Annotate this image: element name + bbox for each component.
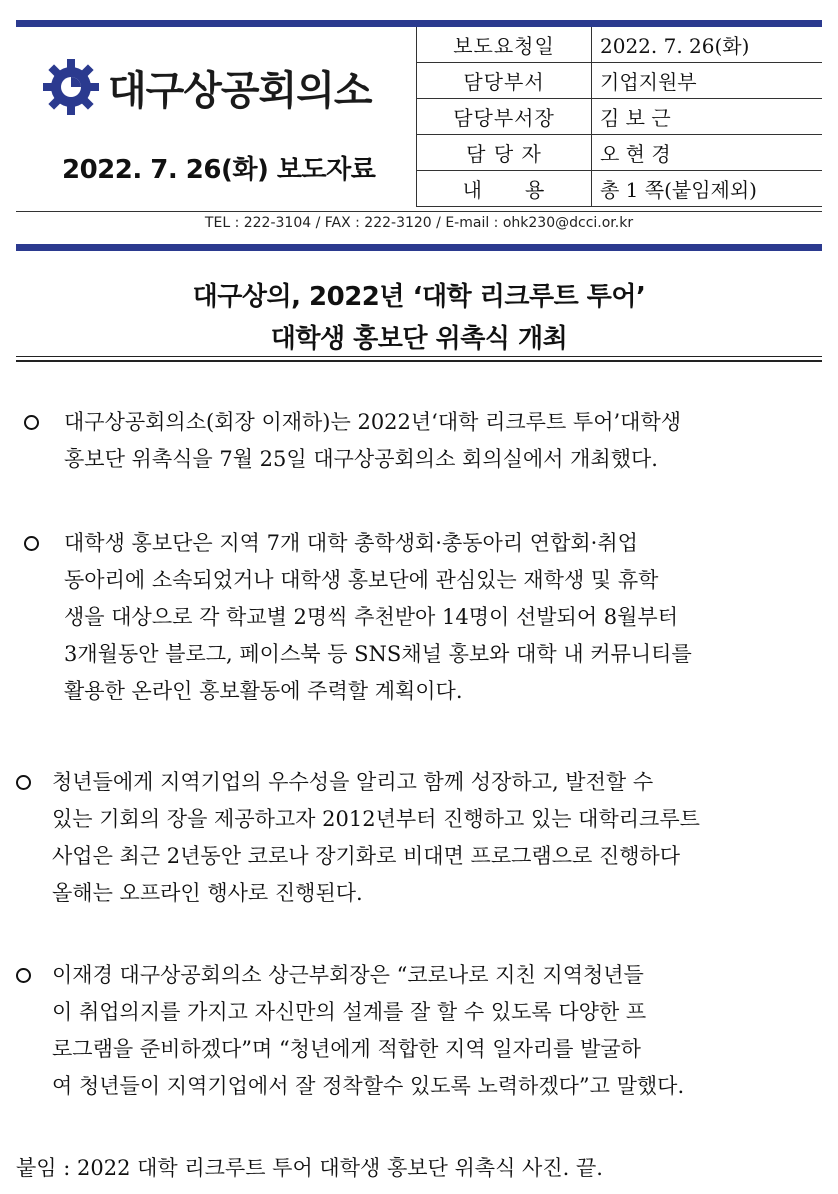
chamber-logo bbox=[40, 57, 371, 117]
paragraph-line: 로그램을 준비하겠다”며 “청년에게 적합한 지역 일자리를 발굴하 bbox=[52, 1037, 641, 1061]
title-underline bbox=[16, 356, 822, 357]
info-row bbox=[417, 27, 823, 63]
logo-text: 대구상공회의소 bbox=[108, 67, 372, 114]
paragraph-line: 사업은 최근 2년동안 코로나 장기화로 비대면 프로그램으로 진행하다 bbox=[52, 844, 681, 868]
paragraph-line: 3개월동안 블로그, 페이스북 등 SNS채널 홍보와 대학 내 커뮤니티를 bbox=[64, 642, 692, 666]
middle-blue-bar bbox=[16, 244, 822, 251]
info-row bbox=[417, 171, 823, 207]
info-key: 내 용 bbox=[417, 171, 592, 207]
paragraph-line: 이 취업의지를 가지고 자신만의 설계를 잘 할 수 있도록 다양한 프 bbox=[52, 1000, 647, 1024]
header-divider bbox=[16, 211, 822, 212]
info-key: 보도요청일 bbox=[417, 27, 592, 63]
info-key: 담 당 자 bbox=[417, 135, 592, 171]
info-value: 기업지원부 bbox=[592, 63, 823, 99]
info-row bbox=[417, 135, 823, 171]
info-value: 총 1 쪽(붙임제외) bbox=[592, 171, 823, 207]
paragraph-line: 청년들에게 지역기업의 우수성을 알리고 함께 성장하고, 발전할 수 bbox=[52, 770, 654, 794]
contact-info: TEL : 222-3104 / FAX : 222-3120 / E-mail : ohk230@dcci.or.kr bbox=[204, 215, 634, 231]
title-underline-thick bbox=[16, 360, 822, 362]
paragraph-line: 대구상공회의소(회장 이재하)는 2022년‘대학 리크루트 투어’대학생 bbox=[64, 410, 682, 434]
info-row bbox=[417, 99, 823, 135]
info-key: 담당부서 bbox=[417, 63, 592, 99]
paragraph-line: 생을 대상으로 각 학교별 2명씩 추천받아 14명이 선발되어 8월부터 bbox=[64, 605, 678, 629]
circle-bullet-icon bbox=[24, 536, 39, 551]
info-table bbox=[416, 27, 822, 207]
info-value: 오 현 경 bbox=[592, 135, 823, 171]
paragraph-line: 여 청년들이 지역기업에서 잘 정착할수 있도록 노력하겠다”고 말했다. bbox=[52, 1074, 685, 1098]
top-blue-bar bbox=[16, 20, 822, 27]
document-header bbox=[16, 27, 822, 211]
paragraph-line: 이재경 대구상공회의소 상근부회장은 “코로나로 지친 지역청년들 bbox=[52, 963, 644, 987]
circle-bullet-icon bbox=[16, 775, 31, 790]
paragraph-line: 동아리에 소속되었거나 대학생 홍보단에 관심있는 재학생 및 휴학 bbox=[64, 568, 659, 592]
headline-line-1: 대구상의, 2022년 ‘대학 리크루트 투어’ bbox=[192, 282, 646, 312]
info-row bbox=[417, 63, 823, 99]
circle-bullet-icon bbox=[16, 968, 31, 983]
info-value: 김 보 근 bbox=[592, 99, 823, 135]
paragraph-line: 올해는 오프라인 행사로 진행된다. bbox=[52, 881, 363, 905]
release-title: 2022. 7. 26(화) 보도자료 bbox=[62, 155, 376, 185]
gear-logo-icon bbox=[40, 56, 102, 118]
paragraph-line: 대학생 홍보단은 지역 7개 대학 총학생회·총동아리 연합회·취업 bbox=[64, 531, 638, 555]
paragraph-line: 홍보단 위촉식을 7월 25일 대구상공회의소 회의실에서 개최했다. bbox=[64, 447, 658, 471]
info-value: 2022. 7. 26(화) bbox=[592, 27, 823, 63]
paragraph-line: 있는 기회의 장을 제공하고자 2012년부터 진행하고 있는 대학리크루트 bbox=[52, 807, 700, 831]
circle-bullet-icon bbox=[24, 415, 39, 430]
headline-line-2: 대학생 홍보단 위촉식 개최 bbox=[270, 324, 568, 354]
attachment-note: 붙임 : 2022 대학 리크루트 투어 대학생 홍보단 위촉식 사진. 끝. bbox=[16, 1156, 603, 1180]
paragraph-line: 활용한 온라인 홍보활동에 주력할 계획이다. bbox=[64, 679, 463, 703]
info-key: 담당부서장 bbox=[417, 99, 592, 135]
